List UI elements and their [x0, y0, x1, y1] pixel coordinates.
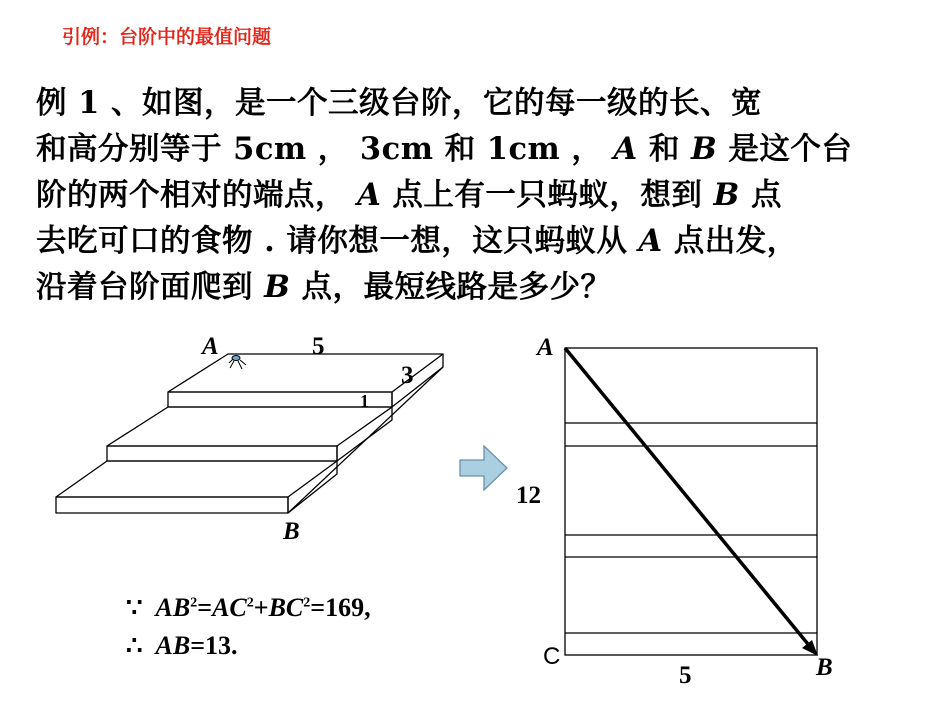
proof-exponent: 2 — [246, 595, 254, 611]
problem-text: 和 — [637, 131, 691, 167]
problem-text: 沿着台阶面爬到 — [36, 269, 265, 305]
label-width: 3 — [401, 362, 414, 389]
proof-result: =13. — [190, 631, 238, 660]
label-point-a: A — [202, 333, 219, 360]
proof-result: =169, — [310, 593, 371, 622]
problem-text: 阶的两个相对的端点， — [36, 177, 358, 213]
point-a-ref: A — [357, 177, 382, 213]
stair-riser-1 — [56, 497, 288, 513]
point-a-ref: A — [613, 131, 638, 167]
problem-text: 点 — [739, 177, 782, 213]
label-height: 1 — [360, 391, 369, 411]
stair-tread-1 — [56, 461, 337, 497]
unfolded-label-a: A — [537, 334, 554, 361]
stair-riser-3 — [168, 392, 392, 407]
proof-term: BC — [268, 593, 304, 622]
unfolded-label-length: 5 — [679, 662, 692, 689]
proof-operator: = — [197, 593, 213, 622]
stair-riser-2 — [107, 446, 337, 461]
unfolded-label-c: C — [543, 643, 561, 670]
proof-exponent: 2 — [303, 595, 311, 611]
proof-line-2 — [126, 633, 238, 659]
because-symbol: ∵ — [126, 593, 143, 622]
proof-line-1 — [126, 595, 371, 621]
label-length: 5 — [312, 333, 325, 360]
staircase-figure — [56, 354, 443, 513]
proof-term: AB — [155, 631, 191, 660]
unfolded-label-height: 12 — [516, 482, 541, 509]
stair-side-edge — [288, 367, 443, 513]
point-b-ref: B — [713, 177, 740, 213]
point-b-ref: B — [264, 269, 291, 305]
proof-term: AC — [212, 593, 247, 622]
section-heading: 引例：台阶中的最值问题 — [62, 26, 272, 48]
proof-term: AB — [155, 593, 191, 622]
problem-text: 和高分别等于 5cm ， 3cm 和 1cm ， — [36, 131, 614, 167]
right-arrow-icon — [460, 446, 507, 490]
problem-text: 点上有一只蚂蚁，想到 — [381, 177, 714, 213]
problem-text: 是这个台 — [717, 131, 853, 167]
proof-operator: + — [253, 593, 269, 622]
problem-text: 例 1 、如图，是一个三级台阶，它的每一级的长、宽 — [36, 85, 762, 121]
ant-icon — [229, 356, 246, 370]
problem-text: 点，最短线路是多少？ — [290, 269, 612, 305]
stair-side-profile — [392, 354, 443, 407]
problem-text: 去吃可口的食物 . 请你想一想，这只蚂蚁从 — [36, 223, 639, 259]
shortest-path-line — [565, 348, 812, 649]
problem-text: 点出发， — [662, 223, 798, 259]
proof-exponent: 2 — [190, 595, 198, 611]
point-a-ref: A — [638, 223, 663, 259]
label-point-b: B — [283, 518, 300, 545]
point-b-ref: B — [690, 131, 718, 167]
stair-tread-2 — [107, 407, 392, 446]
therefore-symbol: ∴ — [126, 631, 143, 660]
stair-side-profile — [337, 407, 392, 461]
unfolded-label-b: B — [816, 654, 833, 681]
